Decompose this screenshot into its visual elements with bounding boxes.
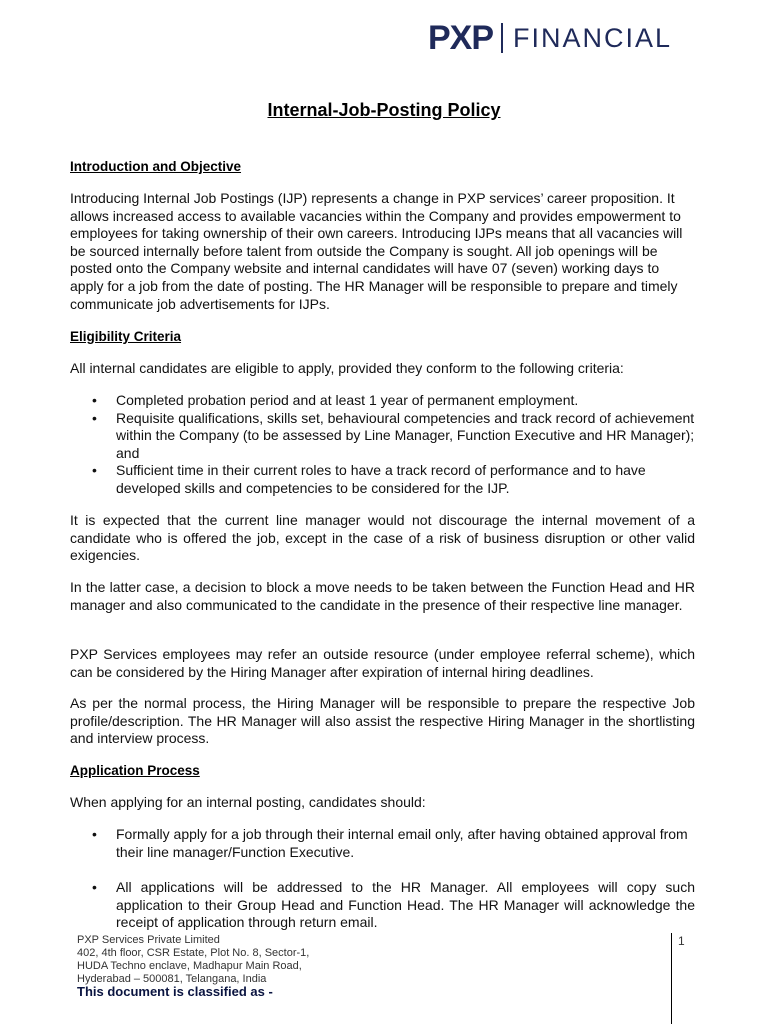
bullet-icon: • [92,879,97,895]
list-item-text: Requisite qualifications, skills set, behavioural competencies and track record of achievement within the Company (to be assessed by Line Manager, Function Executive and HR Manager); and [116,409,695,461]
logo-text: FINANCIAL [513,23,673,53]
list-item [70,462,695,497]
intro-heading: Introduction and Objective [70,159,242,174]
classification-notice: This document is classified as - [77,984,273,999]
page-number: 1 [678,934,685,948]
logo-divider [501,23,503,53]
application-lead: When applying for an internal posting, candidates should: [70,794,426,810]
page-title: Internal-Job-Posting Policy [267,100,501,120]
footer-address-line-2: HUDA Techno enclave, Madhapur Main Road, [77,960,302,972]
footer-address [77,934,309,986]
bullet-icon: • [92,392,97,408]
list-item [70,410,695,463]
application-list-2 [70,879,695,932]
list-item-text: Formally apply for a job through their internal email only, after having obtained approval from their line manager/Function Executive. [116,826,688,860]
application-list-1 [70,826,695,861]
list-item [70,879,695,932]
company-logo [428,18,672,58]
intro-paragraph: Introducing Internal Job Postings (IJP) represents a change in PXP services’ career proposition. It allows increased access to available vacancies within the Company and provides empowerment to employees for taking ownership of their own careers. Introducing IJPs means that all vacancies will be sourced internally before talent from outside the Company is sought. All job openings will be posted onto the Company website and internal candidates will have 07 (seven) working days to apply for a job from the date of posting. The HR Manager will be responsible to prepare and timely communicate job advertisements for IJPs. [70,190,683,312]
eligibility-paragraph-1: It is expected that the current line manager would not discourage the internal movement of a candidate who is offered the job, except in the case of a risk of business disruption or other valid exigencies. [70,512,695,564]
application-heading: Application Process [70,763,200,778]
list-item-text: Sufficient time in their current roles to have a track record of performance and to have developed skills and competencies to be considered for the IJP. [116,462,646,496]
eligibility-heading: Eligibility Criteria [70,329,182,344]
bullet-icon: • [92,826,97,842]
list-item-text: All applications will be addressed to the HR Manager. All employees will copy such application to their Group Head and Function Head. The HR Manager will acknowledge the receipt of application through return email. [116,879,695,931]
footer-divider [671,933,672,1024]
bullet-icon: • [92,462,97,479]
eligibility-paragraph-3: PXP Services employees may refer an outside resource (under employee referral scheme), which can be considered by the Hiring Manager after expiration of internal hiring deadlines. [70,646,695,680]
list-item [70,826,695,861]
logo-mark: PXP [428,19,494,57]
eligibility-paragraph-4: As per the normal process, the Hiring Manager will be responsible to prepare the respective Job profile/description. The HR Manager will also assist the respective Hiring Manager in the shortlisting and interview process. [70,695,695,747]
list-item [70,392,695,410]
footer-address-line-3: Hyderabad – 500081, Telangana, India [77,973,267,985]
footer-address-line-1: 402, 4th floor, CSR Estate, Plot No. 8, Sector-1, [77,947,310,959]
footer-company: PXP Services Private Limited [77,934,220,946]
eligibility-paragraph-2: In the latter case, a decision to block a move needs to be taken between the Function Head and HR manager and also communicated to the candidate in the presence of their respective line manager. [70,579,695,613]
bullet-icon: • [92,409,97,426]
eligibility-list [70,392,695,498]
eligibility-lead: All internal candidates are eligible to apply, provided they conform to the following criteria: [70,360,624,376]
list-item-text: Completed probation period and at least 1 year of permanent employment. [116,392,579,408]
